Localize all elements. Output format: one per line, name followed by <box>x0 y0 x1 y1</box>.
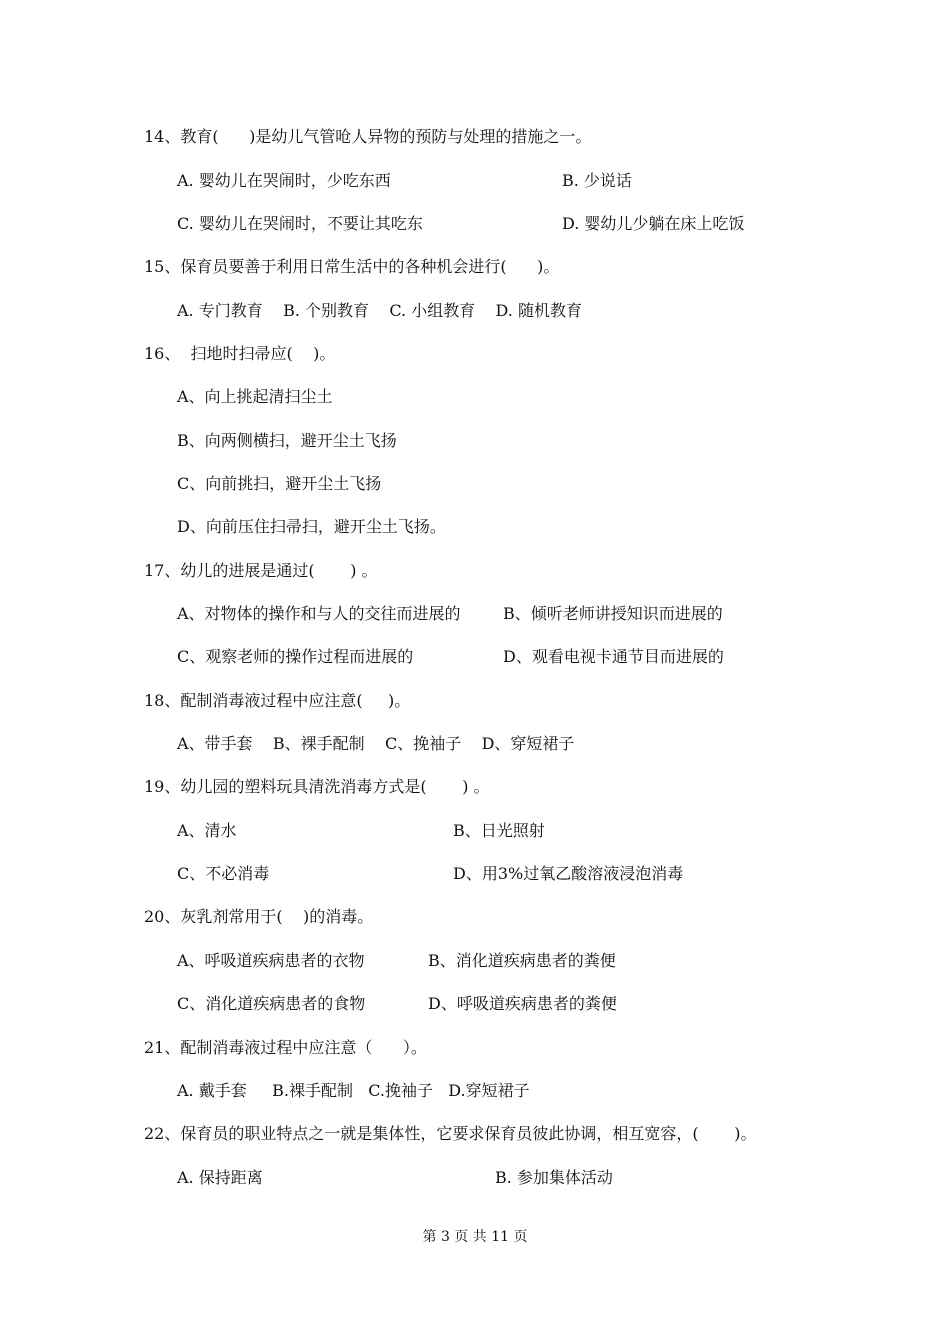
question-20-option-b: B、消化道疾病患者的粪便 <box>428 951 616 970</box>
question-16-option-b: B、向两侧横扫，避开尘土飞扬 <box>177 431 397 450</box>
question-19-option-c: C、不必消毒 <box>177 864 270 883</box>
question-20-option-a: A、呼吸道疾病患者的衣物 <box>177 951 365 970</box>
page-number-footer: 第 3 页 共 11 页 <box>422 1229 528 1245</box>
question-17-option-b: B、倾听老师讲授知识而进展的 <box>503 604 723 623</box>
question-14-option-d: D. 婴幼儿少躺在床上吃饭 <box>562 214 745 233</box>
question-19-option-d: D、用3%过氧乙酸溶液浸泡消毒 <box>453 864 684 883</box>
question-14-option-b: B. 少说话 <box>562 171 632 190</box>
question-22-option-a: A. 保持距离 <box>177 1168 263 1187</box>
question-16-option-a: A、向上挑起清扫尘土 <box>177 387 333 406</box>
question-14-stem: 14、教育( )是幼儿气管呛人异物的预防与处理的措施之一。 <box>144 127 592 146</box>
question-22-option-b: B. 参加集体活动 <box>495 1168 613 1187</box>
question-17-option-d: D、观看电视卡通节目而进展的 <box>503 647 724 666</box>
question-22-stem: 22、保育员的职业特点之一就是集体性，它要求保育员彼此协调，相互宽容，( )。 <box>144 1124 757 1143</box>
question-19-option-a: A、清水 <box>177 821 237 840</box>
question-17-option-a: A、对物体的操作和与人的交往而进展的 <box>177 604 461 623</box>
question-16-stem: 16、 扫地时扫帚应( )。 <box>144 344 336 363</box>
question-17-stem: 17、幼儿的进展是通过( ) 。 <box>144 561 378 580</box>
question-20-stem: 20、灰乳剂常用于( )的消毒。 <box>144 907 374 926</box>
question-18-stem: 18、配制消毒液过程中应注意( )。 <box>144 691 411 710</box>
question-21-options: A. 戴手套 B.裸手配制 C.挽袖子 D.穿短裙子 <box>177 1081 530 1100</box>
question-16-option-d: D、向前压住扫帚扫，避开尘土飞扬。 <box>177 517 446 536</box>
question-16-option-c: C、向前挑扫，避开尘土飞扬 <box>177 474 382 493</box>
question-15-stem: 15、保育员要善于利用日常生活中的各种机会进行( )。 <box>144 257 560 276</box>
question-21-stem: 21、配制消毒液过程中应注意（ ）。 <box>144 1038 427 1057</box>
question-14-option-a: A. 婴幼儿在哭闹时，少吃东西 <box>177 171 391 190</box>
question-15-options: A. 专门教育 B. 个别教育 C. 小组教育 D. 随机教育 <box>177 301 582 320</box>
question-19-option-b: B、日光照射 <box>453 821 545 840</box>
question-20-option-c: C、消化道疾病患者的食物 <box>177 994 366 1013</box>
question-20-option-d: D、呼吸道疾病患者的粪便 <box>428 994 617 1013</box>
question-19-stem: 19、幼儿园的塑料玩具清洗消毒方式是( ) 。 <box>144 777 490 796</box>
question-18-options: A、带手套 B、裸手配制 C、挽袖子 D、穿短裙子 <box>177 734 575 753</box>
question-14-option-c: C. 婴幼儿在哭闹时，不要让其吃东 <box>177 214 423 233</box>
question-17-option-c: C、观察老师的操作过程而进展的 <box>177 647 414 666</box>
